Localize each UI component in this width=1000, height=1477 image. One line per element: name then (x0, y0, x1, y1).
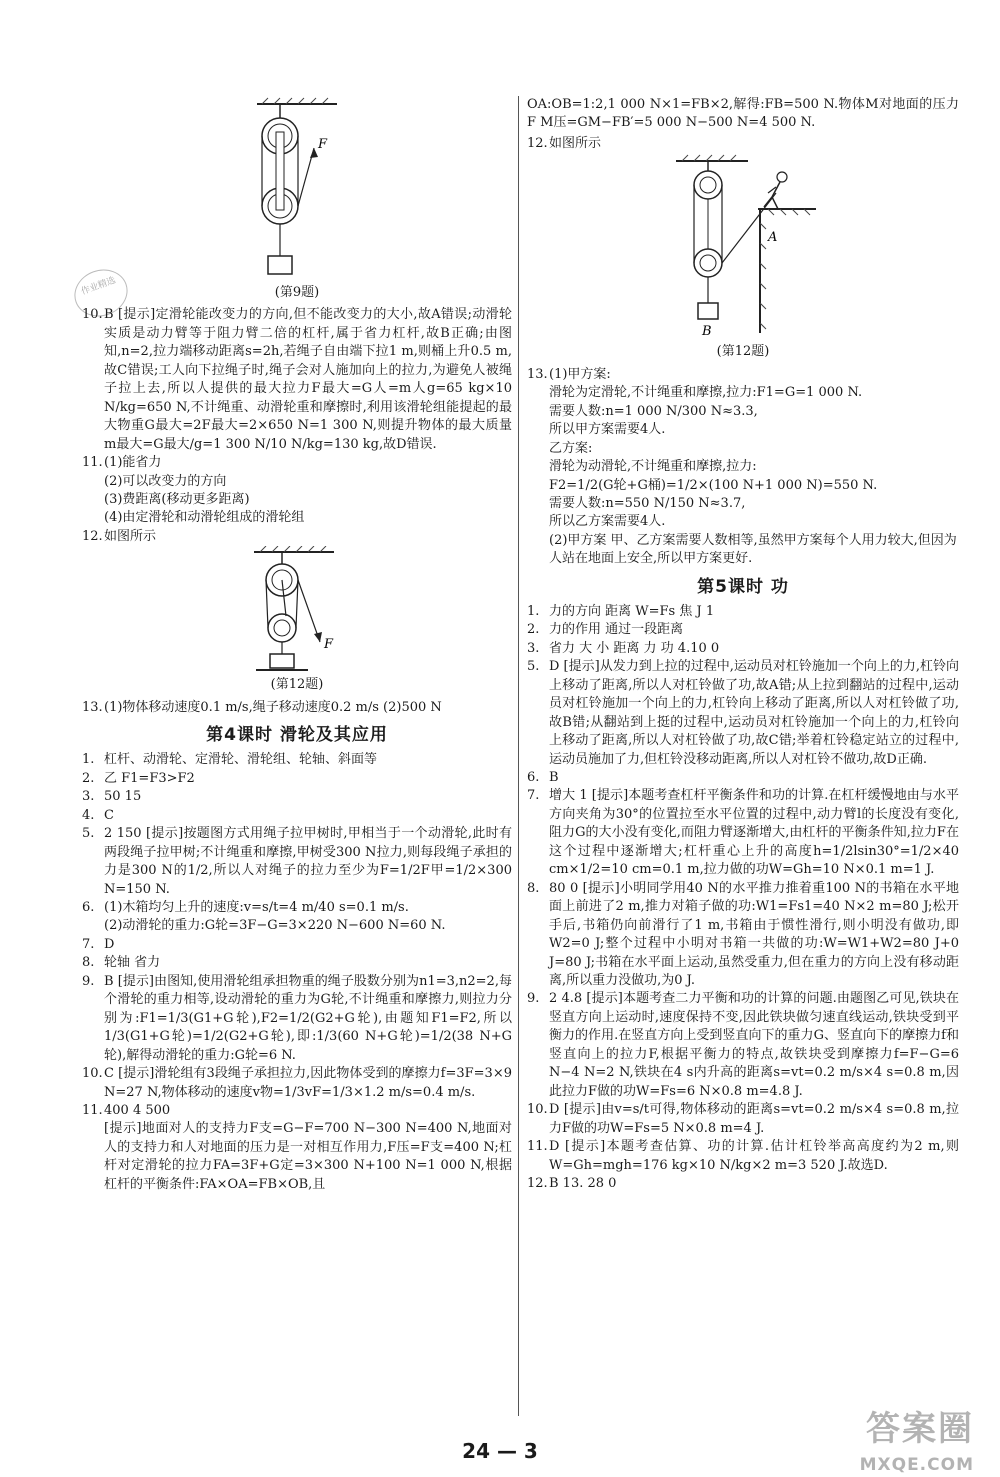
q13-line: 需要人数:n=550 N/150 N≈3.7, (549, 495, 746, 511)
q13-line: 乙方案: (549, 440, 593, 456)
left-item: 11. 400 4 500 (82, 1102, 171, 1118)
watermark (860, 1405, 974, 1477)
right-item: 12. B 13. 28 0 (527, 1175, 617, 1191)
left-item: 8. 轮轴 省力 (82, 955, 161, 971)
right-item: 2. 力的作用 通过一段距离 (527, 622, 684, 638)
left-item: 2. 乙 F1=F3>F2 (82, 770, 195, 786)
right-item: 9. 2 4.8 [提示]本题考查二力平衡和功的计算的问题.由题图乙可见,铁块在竖直方向上运动时,速度保持不变,因此铁块做匀速直线运动,铁块受到平衡力的作用.在竖直方向上受到竖直向下的重力G、竖直向下的摩擦力f和竖直向上的拉力F,根据平衡力的特点,故铁块受到摩擦力f=F−G=6 N−4 N=2 N,铁块在4 s内升高的距离s=vt=0.2 m/s×4 s=0.8 m,因此拉力F做的功W=Fs=6 N×0.8 m=4.8 J. (527, 991, 959, 1099)
right-item: 1. 力的方向 距离 W=Fs 焦 J 1 (527, 603, 715, 619)
left-q11-line4: (4)由定滑轮和动滑轮组成的滑轮组 (104, 510, 305, 526)
q13-line: 需要人数:n=1 000 N/300 N≈3.3, (549, 403, 758, 419)
q13-line: (2)甲方案 甲、乙方案需要人数相等,虽然甲方案每个人用力较大,但因为人站在地面上安全,所以甲方案更好. (549, 532, 957, 567)
left-item: 4. C (82, 807, 114, 823)
q13-line: F2=1/2(G轮+G桶)=1/2×(100 N+1 000 N)=550 N. (549, 477, 878, 493)
pulley-figure-q12-left (242, 546, 352, 676)
right-item: 11. D [提示]本题考查估算、功的计算.估计杠铃举高高度约为2 m,则W=Gh=mgh=176 kg×10 N/kg×2 m=3 520 J.故选D. (527, 1139, 959, 1173)
q13-line: 滑轮为定滑轮,不计绳重和摩擦,拉力:F1=G=1 000 N. (549, 385, 863, 401)
svg-text:F: F (318, 137, 328, 152)
fig12-caption-right: (第12题) (716, 344, 770, 360)
left-item: 6. (1)木箱均匀上升的速度:v=s/t=4 m/40 s=0.1 m/s. (82, 900, 409, 915)
left-q13: 13. (1)物体移动速度0.1 m/s,绳子移动速度0.2 m/s (2)500 N (82, 699, 442, 715)
section-5-title: 第5课时 功 (697, 576, 789, 597)
left-item: 5. 2 150 [提示]按题图方式用绳子拉甲树时,甲相当于一个动滑轮,此时有两段绳子拉甲树;不计绳重和摩擦,甲树受300 N拉力,则每段绳子承担的力是300 N的1/2,所以人对绳子的拉力至少为F=1/2F甲=1/2×300 N=150 N. (82, 826, 512, 897)
left-item: 3. 50 15 (82, 789, 142, 805)
q13-line: 所以甲方案需要4人. (549, 422, 666, 438)
section-4-title: 第4课时 滑轮及其应用 (206, 725, 388, 746)
left-item: 7. D (82, 936, 115, 952)
q13-line: 滑轮为动滑轮,不计绳重和摩擦,拉力: (549, 459, 757, 475)
label-b: B (702, 324, 712, 340)
q13-line: 所以乙方案需要4人. (549, 514, 666, 530)
left-item: 9. B [提示]由图知,使用滑轮组承担物重的绳子股数分别为n1=3,n2=2,每个滑轮的重力相等,设动滑轮的重力为G轮,不计绳重和摩擦力,则拉力分别为:F1=1/3(G1+G轮),F2=1/2(G2+G轮),由题知F1=F2,所以1/3(G1+G轮)=1/2(G2+G轮),即:1/3(60 N+G轮)=1/2(38 N+G轮),解得动滑轮的重力:G轮=6 N. (82, 973, 512, 1063)
label-a: A (768, 230, 778, 246)
right-item: 10. D [提示]由v=s/t可得,物体移动的距离s=vt=0.2 m/s×4 s=0.8 m,拉力F做的功W=Fs=5 N×0.8 m=4 J. (527, 1102, 959, 1136)
person-head (777, 172, 787, 182)
right-item: 7. 增大 1 [提示]本题考查杠杆平衡条件和功的计算.在杠杆缓慢地由与水平方向夹角为30°的位置拉至水平位置的过程中,动力臂l的长度没有变化,阻力G的大小没有变化,而阻力臂逐渐增大,由杠杆的平衡条件知,拉力F在这个过程中逐渐增大;杠杆重心上升的高度h=1/2lsin30°=1/2×40 cm×1/2=10 cm=0.1 m,拉力做的功W=Gh=10 N×0.1 m=1 J. (527, 788, 959, 878)
watermark-big: 答案圈 (866, 1409, 974, 1449)
page-number: 24 — 3 (462, 1439, 538, 1463)
left-q11-line2: (2)可以改变力的方向 (104, 473, 227, 489)
right-item: 5. D [提示]从发力到上拉的过程中,运动员对杠铃施加一个向上的力,杠铃向上移动了距离,所以人对杠铃做了功,故A错;从上拉到翻站的过程中,运动员对杠铃施加一个向上的力,杠铃向上移动了距离,所以人对杠铃做了功,故B错;从翻站到上挺的过程中,运动员对杠铃施加一个向上的力,杠铃向上移动了距离,所以人对杠铃做了功,故C错;举着杠铃稳定站立的过程中,运动员施加了力,但杠铃没移动距离,所以人对杠铃不做功,故D正确. (527, 659, 959, 767)
fig12-caption-left: (第12题) (270, 677, 324, 693)
right-q13: 13. (1)甲方案: (527, 366, 611, 382)
right-column (527, 96, 959, 1193)
right-item: 3. 省力 大 小 距离 力 功 4.10 0 (527, 640, 720, 656)
left-item: 1. 杠杆、动滑轮、定滑轮、滑轮组、轮轴、斜面等 (82, 752, 378, 768)
left-item: [提示]地面对人的支持力F支=G−F=700 N−300 N=400 N,地面对人的支持力和人对地面的压力是一对相互作用力,F压=F支=400 N;杠杆对定滑轮的拉力FA=3F+G定=3×300 N+100 N=1 000 N,根据杠杆的平衡条件:FA×OA=FB×OB,且 (104, 1121, 512, 1192)
svg-text:F: F (324, 637, 334, 653)
fig9-caption: (第9题) (274, 285, 320, 300)
right-item: 6. B (527, 770, 559, 785)
right-item: 8. 80 0 [提示]小明同学用40 N的水平推力推着重100 N的书箱在水平地面上前进了2 m,推力对箱子做的功:W1=Fs1=40 N×2 m=80 J;松开手后,书箱仍向前滑行了1 m,书箱由于惯性滑行,则小明没有做功,即W2=0 J;整个过程中小明对书箱一共做的功:W=W1+W2=80 J+0 J=80 J;书箱在水平面上运动,虽然受重力,但在重力的方向上没有移动距离,所以重力没做功,为0 J. (527, 880, 959, 988)
left-q11-line3: (3)费距离(移动更多距离) (104, 491, 250, 507)
stamp-text: 作业精选 (79, 275, 118, 298)
left-item: 10. C [提示]滑轮组有3段绳子承担拉力,因此物体受到的摩擦力f=3F=3×9 N=27 N,物体移动的速度v物=1/3vF=1/3×1.2 m/s=0.4 m/s. (82, 1066, 512, 1100)
column-divider (518, 96, 519, 1416)
left-q11: 11. (1)能省力 (82, 455, 162, 471)
watermark-small: MXQE.COM (859, 1455, 974, 1476)
left-item: (2)动滑轮的重力:G轮=3F−G=3×220 N−600 N=60 N. (104, 918, 446, 934)
left-q10: 10. B [提示]定滑轮能改变力的方向,但不能改变力的大小,故A错误;动滑轮实质是动力臂等于阻力臂二倍的杠杆,属于省力杠杆,故B正确;由图知,n=2,拉力端移动距离s=2h,若绳子自由端下拉1 m,则桶上升0.5 m,故C错误;工人向下拉绳子时,绳子会对人施加向上的拉力,为避免人被绳子拉上去,所以人提供的最大拉力F最大=G人=m人g=65 kg×10 N/kg=650 N,不计绳重、动滑轮重和摩擦时,利用该滑轮组能提起的最大物重G最大=2F最大=2×650 N=1 300 N,则提升物体的最大质量m最大=G最大/g=1 300 N/10 N/kg=130 kg,故D错误. (82, 307, 512, 452)
right-top-text: OA:OB=1:2,1 000 N×1=FB×2,解得:FB=500 N.物体M对地面的压力F M压=GM−FB′=5 000 N−500 N=4 500 N. (527, 97, 959, 131)
force-arrow (310, 148, 318, 158)
left-q12: 12. 如图所示 (82, 528, 157, 544)
pulley-figure-q12-right (668, 153, 818, 343)
right-q12: 12. 如图所示 (527, 135, 602, 151)
load-block (268, 256, 292, 274)
left-column (79, 96, 512, 1194)
pulley-figure-q9 (242, 96, 352, 284)
